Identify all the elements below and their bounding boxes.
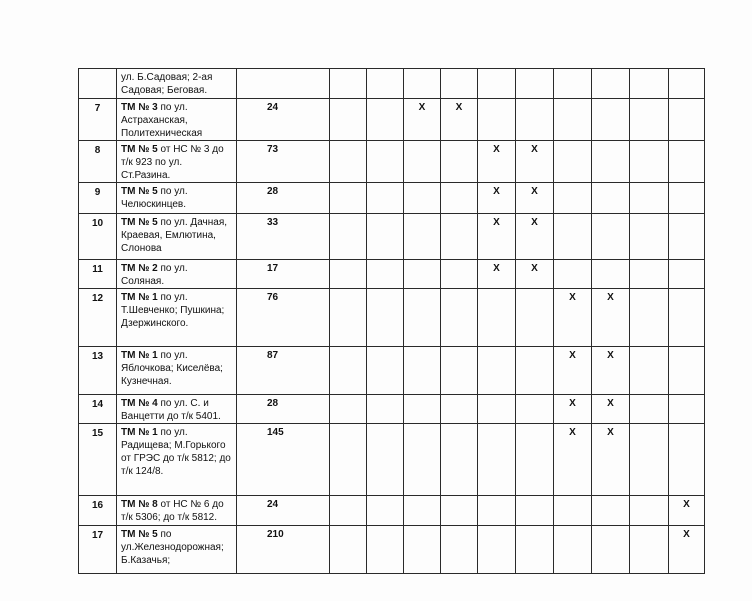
schedule-cell [330,214,367,260]
schedule-cell [592,526,630,574]
schedule-cell [630,347,669,395]
heating-network-description [117,424,237,496]
x-mark: X [493,186,500,197]
network-label: ТМ № 8 [121,499,158,510]
schedule-cell [592,141,630,183]
heating-network-description [117,183,237,214]
schedule-cell [630,260,669,289]
schedule-cell [516,260,554,289]
schedule-cell [330,424,367,496]
schedule-cell [516,424,554,496]
heating-network-description [117,289,237,347]
quantity-value [237,69,330,99]
quantity-value: 33 [237,214,330,260]
schedule-cell [478,496,516,526]
schedule-cell [554,395,592,424]
schedule-cell [330,69,367,99]
schedule-cell [478,260,516,289]
schedule-cell [478,526,516,574]
table-row [79,395,705,424]
schedule-cell [404,69,441,99]
schedule-cell [516,214,554,260]
streets-text: по ул. Яблочкова; Киселёва; Кузнечная. [121,350,223,387]
schedule-cell [441,183,478,214]
schedule-cell [554,496,592,526]
schedule-cell [630,289,669,347]
network-label: ТМ № 5 [121,144,158,155]
schedule-cell [441,347,478,395]
x-mark: X [531,263,538,274]
schedule-cell [367,99,404,141]
schedule-cell [441,289,478,347]
x-mark: X [493,217,500,228]
schedule-cell [516,69,554,99]
x-mark: X [569,350,576,361]
row-number: 11 [79,260,117,289]
schedule-cell [516,183,554,214]
schedule-cell [404,99,441,141]
schedule-cell [669,99,705,141]
schedule-cell [554,289,592,347]
schedule-cell [630,424,669,496]
schedule-cell [441,260,478,289]
schedule-cell [330,526,367,574]
schedule-cell [516,526,554,574]
schedule-cell [404,395,441,424]
heating-network-description [117,347,237,395]
schedule-cell [404,183,441,214]
schedule-table [78,68,705,574]
heating-network-description [117,99,237,141]
schedule-cell [516,496,554,526]
schedule-cell [554,183,592,214]
streets-text: по ул. С. и Ванцетти до т/к 5401. [121,398,221,422]
table-row [79,496,705,526]
network-label: ТМ № 3 [121,102,158,113]
network-label: ТМ № 5 [121,529,158,540]
schedule-cell [592,99,630,141]
row-number: 15 [79,424,117,496]
schedule-cell [592,69,630,99]
schedule-cell [404,260,441,289]
schedule-cell [592,395,630,424]
row-number: 9 [79,183,117,214]
table-row [79,260,705,289]
schedule-cell [441,69,478,99]
schedule-cell [592,424,630,496]
x-mark: X [683,499,690,510]
streets-text: по ул.Железнодорожная; Б.Казачья; [121,529,224,566]
schedule-cell [441,424,478,496]
schedule-cell [478,424,516,496]
schedule-cell [630,141,669,183]
heating-network-description [117,526,237,574]
table-row [79,526,705,574]
row-number: 13 [79,347,117,395]
heating-network-description [117,214,237,260]
row-number: 14 [79,395,117,424]
network-label: ТМ № 4 [121,398,158,409]
schedule-cell [630,526,669,574]
schedule-cell [630,496,669,526]
heating-network-description [117,395,237,424]
x-mark: X [569,427,576,438]
schedule-cell [592,183,630,214]
schedule-cell [367,260,404,289]
table-row [79,183,705,214]
schedule-cell [367,69,404,99]
x-mark: X [569,292,576,303]
schedule-cell [554,99,592,141]
x-mark: X [683,529,690,540]
schedule-cell [554,260,592,289]
schedule-cell [669,260,705,289]
row-number: 16 [79,496,117,526]
table-row [79,347,705,395]
schedule-cell [367,526,404,574]
schedule-cell [592,289,630,347]
schedule-cell [330,183,367,214]
schedule-cell [516,141,554,183]
schedule-cell [630,183,669,214]
network-label: ТМ № 1 [121,427,158,438]
schedule-cell [516,347,554,395]
schedule-cell [478,214,516,260]
quantity-value: 87 [237,347,330,395]
quantity-value: 28 [237,183,330,214]
schedule-cell [478,141,516,183]
schedule-cell [516,289,554,347]
schedule-cell [554,424,592,496]
table-row [79,289,705,347]
schedule-cell [478,69,516,99]
streets-text: по ул. Дачная, Краевая, Емлютина, Слонова [121,217,228,254]
schedule-cell [367,289,404,347]
schedule-cell [330,496,367,526]
quantity-value: 28 [237,395,330,424]
quantity-value: 17 [237,260,330,289]
schedule-cell [367,183,404,214]
row-number [79,69,117,99]
schedule-cell [367,141,404,183]
schedule-cell [367,424,404,496]
x-mark: X [531,186,538,197]
schedule-cell [630,99,669,141]
schedule-cell [592,260,630,289]
schedule-cell [404,526,441,574]
schedule-cell [330,99,367,141]
row-number: 12 [79,289,117,347]
x-mark: X [455,102,463,113]
schedule-cell [441,141,478,183]
schedule-cell [669,183,705,214]
network-label: ТМ № 2 [121,263,158,274]
schedule-cell [669,526,705,574]
schedule-cell [478,183,516,214]
schedule-cell [478,347,516,395]
streets-text: по ул. Радищева; М.Горького от ГРЭС до т/к 5812; до т/к 124/8. [121,427,231,477]
network-label: ТМ № 1 [121,350,158,361]
streets-text: по ул. Т.Шевченко; Пушкина; Дзержинского. [121,292,225,329]
x-mark: X [569,398,576,409]
network-label: ТМ № 1 [121,292,158,303]
schedule-cell [367,395,404,424]
schedule-cell [669,214,705,260]
schedule-cell [669,69,705,99]
heating-network-description [117,141,237,183]
heating-network-description [117,69,237,99]
x-mark: X [607,292,614,303]
schedule-cell [669,289,705,347]
schedule-cell [367,347,404,395]
schedule-cell [330,141,367,183]
schedule-cell [554,214,592,260]
schedule-cell [404,141,441,183]
row-number: 8 [79,141,117,183]
schedule-cell [554,347,592,395]
schedule-cell [404,424,441,496]
schedule-cell [478,395,516,424]
x-mark: X [607,350,614,361]
schedule-cell [554,69,592,99]
schedule-cell [404,496,441,526]
schedule-cell [669,347,705,395]
quantity-value: 145 [237,424,330,496]
schedule-cell [516,99,554,141]
heating-network-description [117,496,237,526]
schedule-cell [441,395,478,424]
schedule-cell [669,496,705,526]
streets-text: по ул. Челюскинцев. [121,186,188,210]
network-label: ТМ № 5 [121,186,158,197]
quantity-value: 24 [237,496,330,526]
schedule-cell [669,424,705,496]
schedule-cell [330,260,367,289]
streets-text: по ул. Астраханская, Политехническая [121,102,203,139]
schedule-cell [330,347,367,395]
table-row [79,214,705,260]
network-label: ТМ № 5 [121,217,158,228]
schedule-cell [516,395,554,424]
table-row [79,424,705,496]
row-number: 10 [79,214,117,260]
schedule-cell [630,214,669,260]
schedule-cell [478,289,516,347]
row-number: 7 [79,99,117,141]
schedule-cell [554,526,592,574]
schedule-cell [478,99,516,141]
quantity-value: 210 [237,526,330,574]
schedule-cell [554,141,592,183]
table-row [79,99,705,141]
schedule-cell [367,214,404,260]
schedule-cell [441,214,478,260]
streets-text: по ул. Соляная. [121,263,188,287]
x-mark: X [607,427,614,438]
x-mark: X [531,144,538,155]
schedule-cell [630,69,669,99]
schedule-cell [330,289,367,347]
schedule-cell [669,141,705,183]
table-row [79,141,705,183]
schedule-cell [669,395,705,424]
schedule-cell [441,526,478,574]
schedule-cell [441,99,478,141]
quantity-value: 76 [237,289,330,347]
streets-text: от НС № 3 до т/к 923 по ул. Ст.Разина. [121,144,224,181]
schedule-cell [441,496,478,526]
x-mark: X [493,144,500,155]
x-mark: X [607,398,614,409]
schedule-cell [592,214,630,260]
schedule-cell [630,395,669,424]
table-row [79,69,705,99]
schedule-cell [404,289,441,347]
streets-text: ул. Б.Садовая; 2-ая Садовая; Беговая. [121,72,213,96]
schedule-cell [592,347,630,395]
schedule-cell [404,214,441,260]
quantity-value: 24 [237,99,330,141]
x-mark: X [418,102,426,113]
streets-text: от НС № 6 до т/к 5306; до т/к 5812. [121,499,224,523]
row-number: 17 [79,526,117,574]
x-mark: X [531,217,538,228]
schedule-cell [367,496,404,526]
heating-network-description [117,260,237,289]
quantity-value: 73 [237,141,330,183]
schedule-cell [404,347,441,395]
schedule-cell [592,496,630,526]
schedule-cell [330,395,367,424]
x-mark: X [493,263,500,274]
